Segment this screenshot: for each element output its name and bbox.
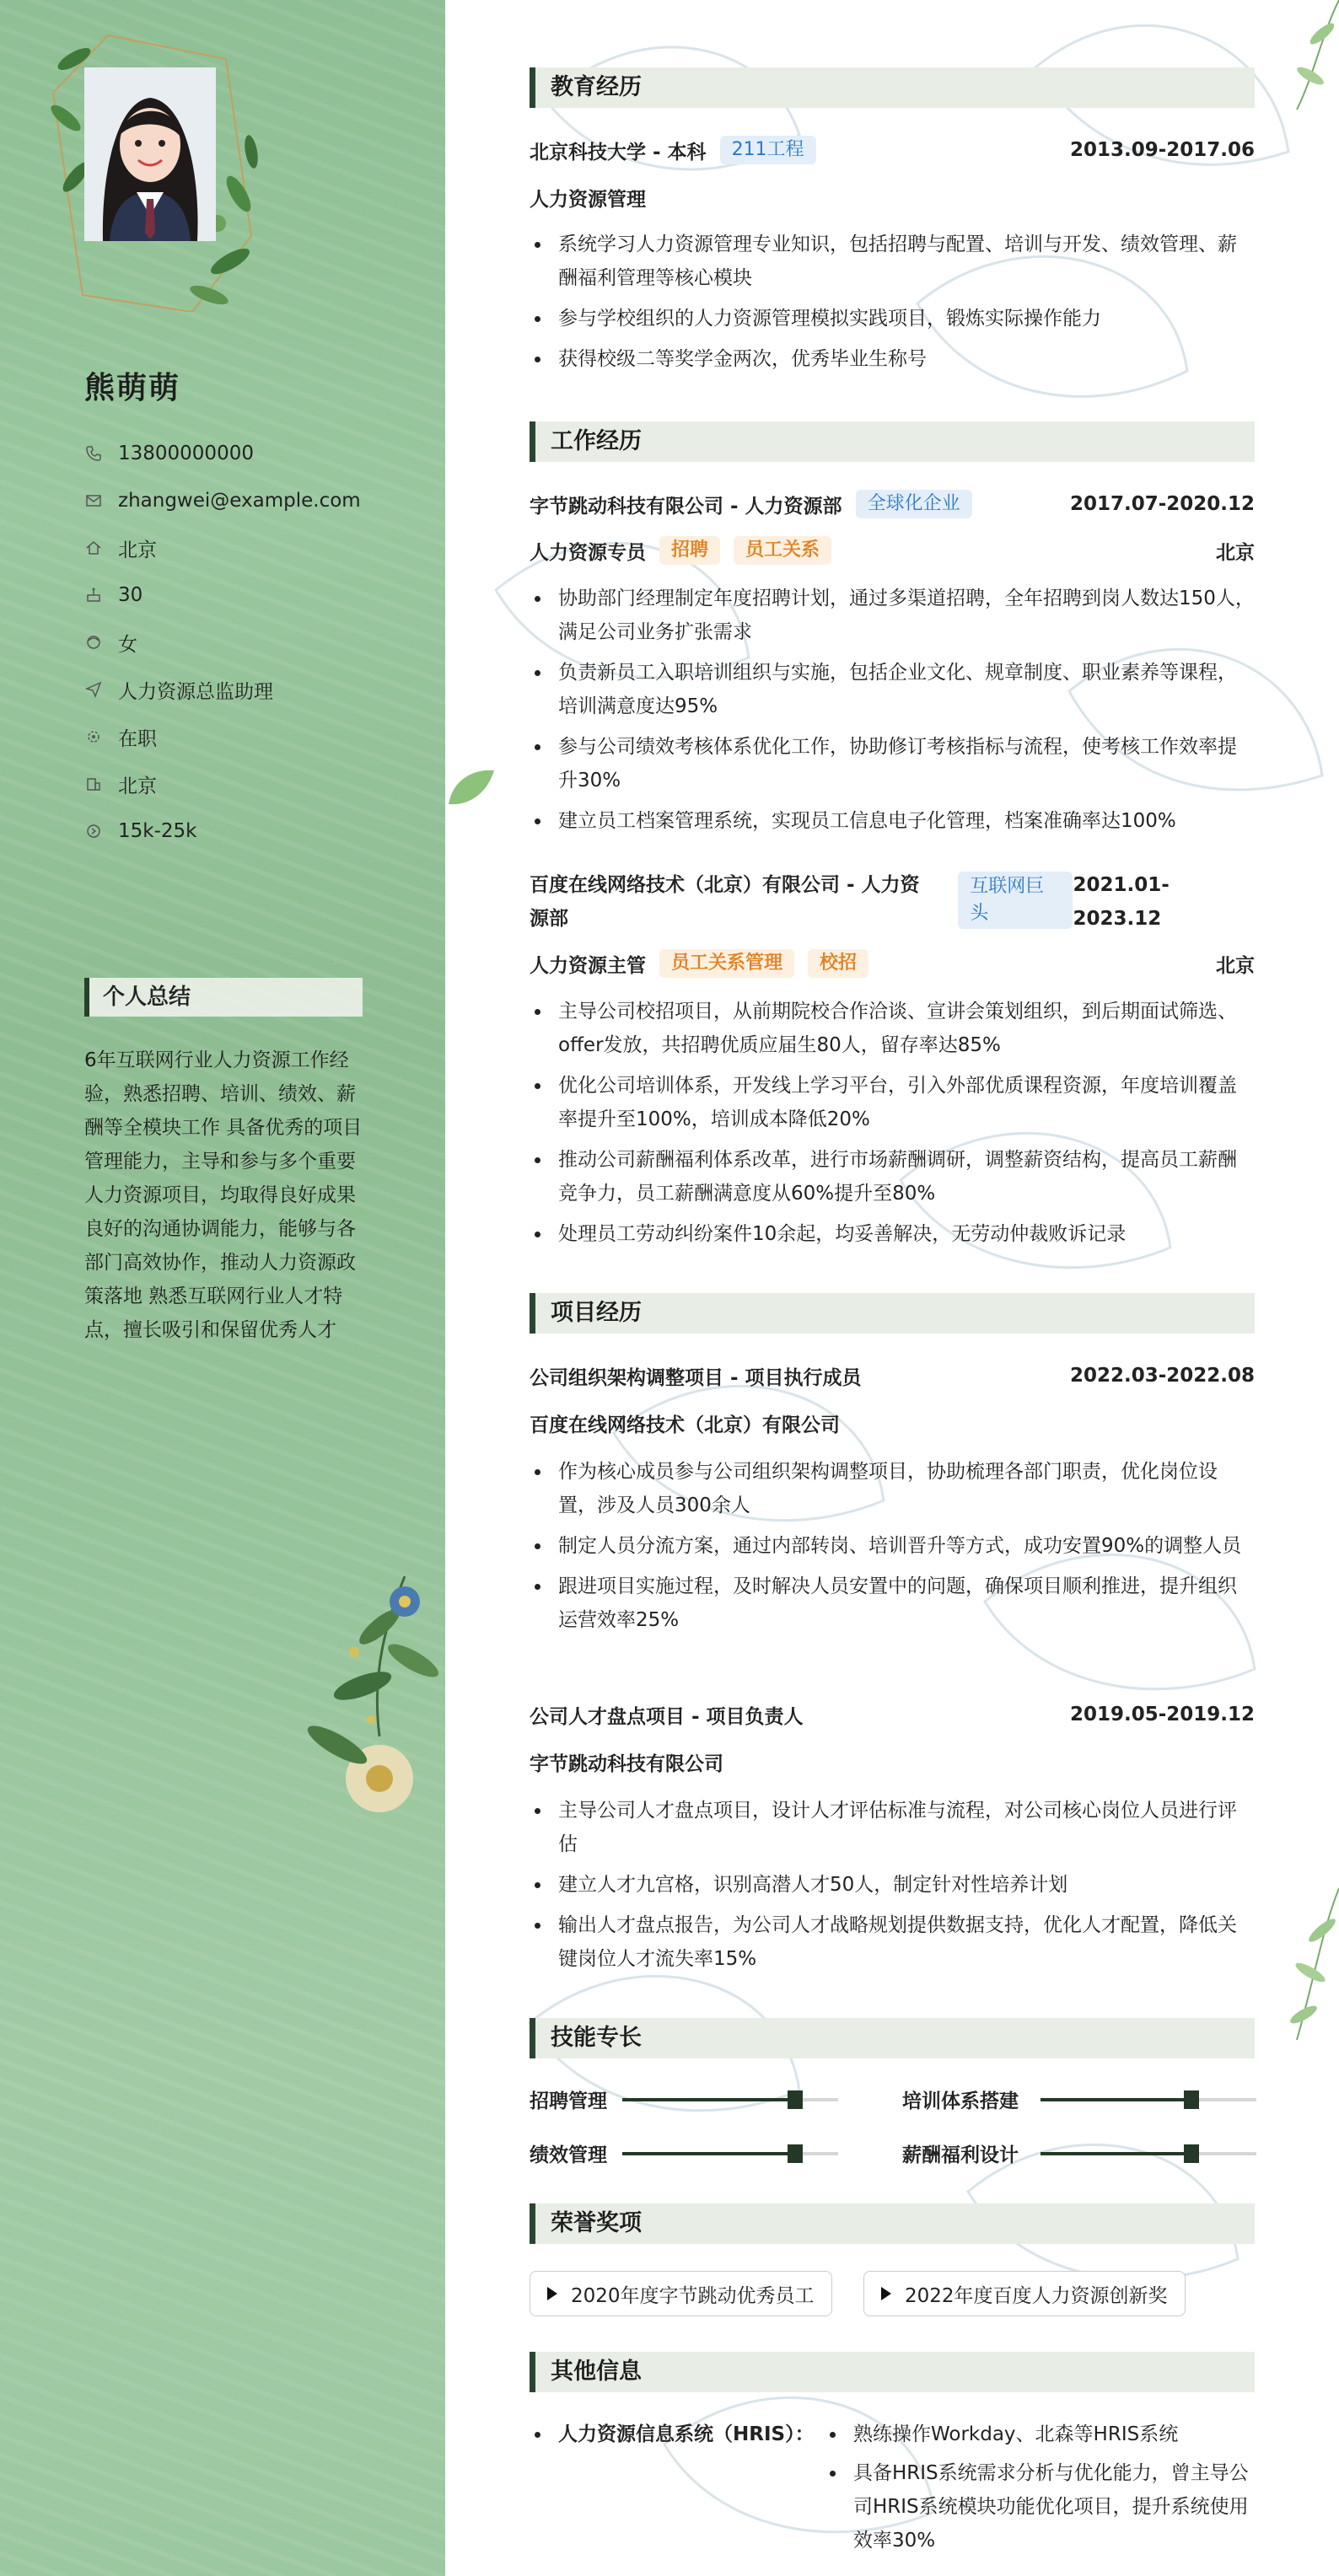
- summary-title: 个人总结: [84, 978, 363, 1017]
- company-tag: 全球化企业: [856, 490, 972, 518]
- list-item: 跟进项目实施过程，及时解决人员安置中的问题，确保项目顺利推进，提升组织运营效率25%: [530, 1570, 1255, 1637]
- list-item: 输出人才盘点报告，为公司人才战略规划提供数据支持，优化人才配置，降低关键岗位人才流失率15%: [530, 1908, 1255, 1976]
- award-item: [530, 2271, 832, 2316]
- list-item: 主导公司人才盘点项目，设计人才评估标准与流程，对公司核心岗位人员进行评估: [530, 1794, 1255, 1861]
- job-location: 北京: [1216, 541, 1255, 564]
- job-position-row: [530, 536, 1255, 565]
- info-text: zhangwei@example.com: [118, 490, 361, 512]
- major: 人力资源管理: [530, 189, 646, 211]
- company-tag: 互联网巨头: [958, 872, 1073, 929]
- list-item: 系统学习人力资源管理专业知识，包括招聘与配置、培训与开发、绩效管理、薪酬福利管理等核心模块: [530, 228, 1255, 295]
- education-period: 2013.09-2017.06: [1069, 139, 1255, 161]
- mail-icon: [84, 491, 103, 510]
- other-label: [530, 2418, 825, 2557]
- info-city: [84, 524, 422, 572]
- summary-text: 6年互联网行业人力资源工作经验，熟悉招聘、培训、绩效、薪酬等全模块工作 具备优秀的项目管理能力，主导和参与多个重要人力资源项目，均取得良好成果 良好的沟通协调能力，能够与各部门高效协作，推动人力资源政策落地 熟悉互联网行业人才特点，擅长吸引和保留优秀人才: [84, 1049, 363, 1341]
- list-item: 主导公司校招项目，从前期院校合作洽谈、宣讲会策划组织，到后期面试筛选、offer发放，共招聘优质应届生80人，留存率达85%: [530, 995, 1255, 1062]
- status-icon: [84, 727, 103, 746]
- job-header: [530, 489, 1255, 519]
- company-name: 百度在线网络技术（北京）有限公司 - 人力资源部: [530, 874, 920, 930]
- skill-name: 绩效管理: [530, 2144, 607, 2166]
- list-item: 建立人才九宫格，识别高潜人才50人，制定针对性培养计划: [530, 1868, 1255, 1902]
- job-period: 2017.07-2020.12: [1069, 493, 1255, 515]
- skill-name: 招聘管理: [530, 2090, 607, 2112]
- project-company: 百度在线网络技术（北京）有限公司: [530, 1414, 840, 1436]
- send-icon: [84, 680, 103, 699]
- school-name: 北京科技大学 - 本科: [530, 141, 707, 164]
- project-header: [530, 1360, 1255, 1391]
- candidate-name: 熊萌萌: [84, 371, 181, 405]
- list-item: 参与学校组织的人力资源管理模拟实践项目，锻炼实际操作能力: [530, 302, 1255, 335]
- info-age: [84, 572, 422, 619]
- info-status: [84, 713, 422, 760]
- skill-tag: 招聘: [659, 536, 720, 565]
- list-item: 制定人员分流方案，通过内部转岗、培训晋升等方式，成功安置90%的调整人员: [530, 1529, 1255, 1563]
- home-icon: [84, 539, 103, 557]
- job-period: 2021.01-2023.12: [1073, 874, 1170, 930]
- other-label-text: 人力资源信息系统（HRIS）：: [558, 2423, 815, 2445]
- gender-icon: [84, 633, 103, 652]
- project-name: 公司组织架构调整项目 - 项目执行成员: [530, 1366, 862, 1389]
- info-text: 15k-25k: [118, 820, 197, 842]
- branch-decoration-icon: [1272, 1880, 1339, 2048]
- skill-bar: [1041, 2098, 1256, 2101]
- project-period: 2022.03-2022.08: [1069, 1365, 1255, 1387]
- info-text: 女: [118, 633, 137, 656]
- award-name: 2020年度字节跳动优秀员工: [571, 2284, 815, 2307]
- play-icon: [881, 2287, 891, 2300]
- section-title-projects: 项目经历: [530, 1293, 1255, 1334]
- bullet-icon: [535, 2432, 540, 2438]
- list-item: 作为核心成员参与公司组织架构调整项目，协助梳理各部门职责，优化岗位设置，涉及人员300余人: [530, 1455, 1255, 1522]
- award-item: [863, 2271, 1186, 2316]
- project-period: 2019.05-2019.12: [1069, 1704, 1255, 1725]
- award-name: 2022年度百度人力资源创新奖: [905, 2284, 1168, 2307]
- job-header: [530, 868, 1255, 936]
- school-tag: 211工程: [720, 136, 816, 164]
- skill-tag: 员工关系: [734, 536, 831, 565]
- job-position: 人力资源专员: [530, 541, 646, 564]
- main-content: [445, 0, 1339, 2576]
- skill-tag: 员工关系管理: [659, 949, 794, 978]
- info-text: 人力资源总监助理: [118, 680, 273, 703]
- avatar-frame: [49, 25, 260, 312]
- skill-name: 培训体系搭建: [902, 2090, 1019, 2112]
- info-position: [84, 666, 422, 713]
- info-salary: [84, 808, 422, 855]
- branch-decoration-icon: [1280, 0, 1339, 118]
- list-item: 熟练操作Workday、北森等HRIS系统: [825, 2418, 1255, 2451]
- skill-bar: [622, 2098, 838, 2101]
- info-gender: [84, 619, 422, 666]
- info-text: 在职: [118, 727, 157, 750]
- leaf-decoration-icon: [445, 767, 496, 809]
- education-bullets: [530, 228, 1255, 383]
- age-icon: [84, 586, 103, 604]
- avatar: [84, 67, 216, 241]
- education-header: [530, 135, 1255, 165]
- project-name: 公司人才盘点项目 - 项目负责人: [530, 1705, 804, 1728]
- flower-decoration-icon: [304, 1568, 445, 1838]
- list-item: 协助部门经理制定年度招聘计划，通过多渠道招聘，全年招聘到岗人数达150人，满足公司业务扩张需求: [530, 582, 1255, 649]
- info-work-city: [84, 760, 422, 808]
- salary-icon: [84, 822, 103, 840]
- job-bullets: [530, 582, 1255, 845]
- list-item: 建立员工档案管理系统，实现员工信息电子化管理，档案准确率达100%: [530, 804, 1255, 838]
- project-header: [530, 1699, 1255, 1730]
- list-item: 推动公司薪酬福利体系改革，进行市场薪酬调研，调整薪资结构，提高员工薪酬竞争力，员工薪酬满意度从60%提升至80%: [530, 1143, 1255, 1210]
- other-info: [530, 2418, 1255, 2557]
- job-position-row: [530, 949, 1255, 978]
- list-item: 获得校级二等奖学金两次，优秀毕业生称号: [530, 342, 1255, 376]
- info-email: [84, 477, 422, 524]
- info-phone: [84, 430, 422, 477]
- skill-item: [902, 2085, 1256, 2113]
- play-icon: [547, 2287, 557, 2300]
- list-item: 负责新员工入职培训组织与实施，包括企业文化、规章制度、职业素养等课程，培训满意度达95%: [530, 656, 1255, 723]
- section-title-skills: 技能专长: [530, 2018, 1255, 2058]
- company-name: 字节跳动科技有限公司 - 人力资源部: [530, 495, 842, 518]
- section-title-education: 教育经历: [530, 67, 1255, 108]
- info-text: 北京: [118, 539, 157, 561]
- skill-tag: 校招: [808, 949, 868, 978]
- info-text: 13800000000: [118, 443, 254, 464]
- section-title-other: 其他信息: [530, 2352, 1255, 2392]
- portrait-icon: [84, 67, 216, 241]
- skill-item: [902, 2139, 1256, 2167]
- building-icon: [84, 775, 103, 793]
- skill-bar: [1041, 2152, 1256, 2155]
- section-title-work: 工作经历: [530, 421, 1255, 462]
- skill-bar: [622, 2152, 838, 2155]
- skill-item: [530, 2085, 838, 2113]
- section-title-awards: 荣誉奖项: [530, 2203, 1255, 2244]
- contact-info: [84, 430, 422, 855]
- job-position: 人力资源主管: [530, 954, 646, 977]
- project-bullets: [530, 1794, 1255, 1983]
- sidebar: [0, 0, 445, 2576]
- info-text: 30: [118, 584, 143, 606]
- other-list: [825, 2418, 1255, 2557]
- phone-icon: [84, 444, 103, 463]
- list-item: 参与公司绩效考核体系优化工作，协助修订考核指标与流程，使考核工作效率提升30%: [530, 730, 1255, 797]
- skill-item: [530, 2139, 838, 2167]
- job-bullets: [530, 995, 1255, 1258]
- list-item: 具备HRIS系统需求分析与优化能力，曾主导公司HRIS系统模块功能优化项目，提升系统使用效率30%: [825, 2456, 1255, 2557]
- job-location: 北京: [1216, 954, 1255, 977]
- list-item: 优化公司培训体系，开发线上学习平台，引入外部优质课程资源，年度培训覆盖率提升至100%，培训成本降低20%: [530, 1069, 1255, 1136]
- skill-name: 薪酬福利设计: [902, 2144, 1019, 2166]
- project-company: 字节跳动科技有限公司: [530, 1753, 723, 1775]
- leaf-pattern-icon: [445, 0, 1339, 2576]
- info-text: 北京: [118, 775, 157, 797]
- project-bullets: [530, 1455, 1255, 1644]
- list-item: 处理员工劳动纠纷案件10余起，均妥善解决，无劳动仲裁败诉记录: [530, 1217, 1255, 1251]
